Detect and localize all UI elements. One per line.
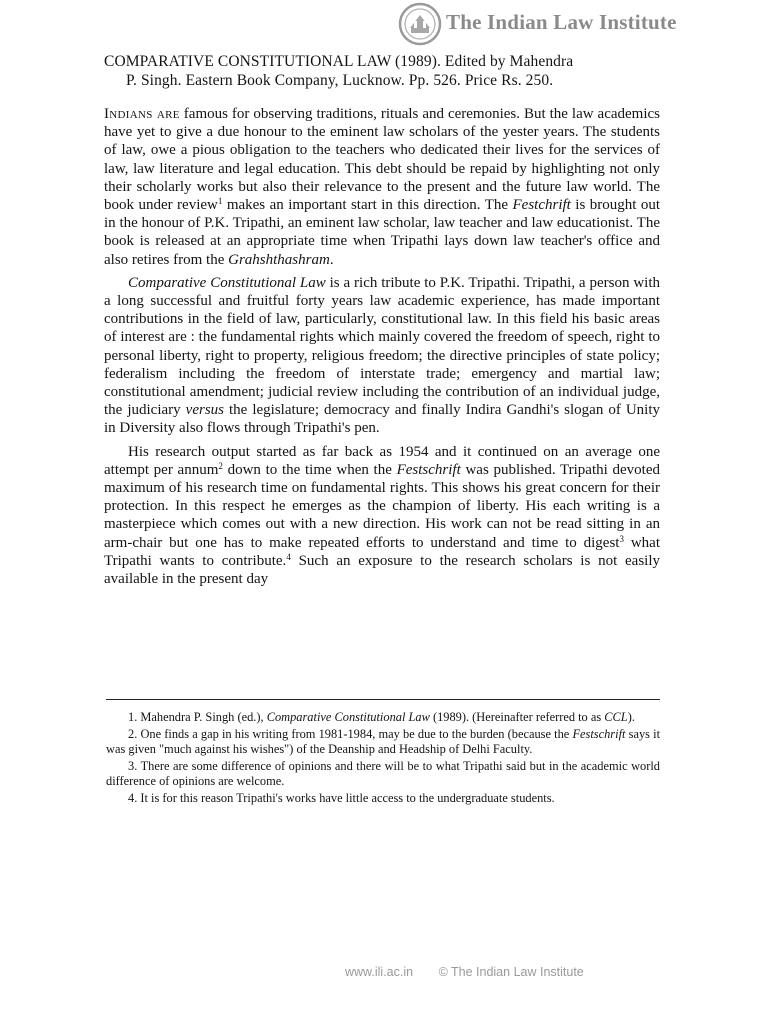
review-body <box>104 105 660 593</box>
footnote-1 <box>106 710 660 726</box>
heading-line-1: COMPARATIVE CONSTITUTIONAL LAW (1989). Edited by Mahendra <box>104 53 574 70</box>
page-footer <box>345 965 665 979</box>
paragraph-3 <box>104 443 660 589</box>
watermark-brand: The Indian Law Institute <box>446 10 677 34</box>
fn1-text-c: ). <box>627 710 635 724</box>
p2-italic-versus: versus <box>185 402 224 419</box>
institute-watermark <box>398 2 677 46</box>
paragraph-2 <box>104 274 660 438</box>
footnote-3: 3. There are some difference of opinions and there will be to what Tripathi said but in the academic world difference of opinions are welcome. <box>106 758 660 789</box>
p3-text-d: what Tripathi wants to contribute. <box>104 534 660 569</box>
p3-italic-festschrift: Festschrift <box>396 461 461 478</box>
footer-copyright: © The Indian Law Institute <box>438 965 584 979</box>
fn1-italic-ccl: CCL <box>604 710 628 724</box>
p2-text-a: is a rich tribute to P.K. Tripathi. Tripathi, a person with a long successful and fruitful forty years law academic experience, has made important contributions in the field of law, particularly, constitutional law. In this field his basic areas of interest are : the fundamental rights which mainly covered the freedom of speech, right to personal liberty, right to property, religious freedom; the directive principles of state policy; federalism including the freedom of interstate trade; emergency and martial law; constitutional amendment; judicial review including the contribution of an individual judge, the judiciary <box>104 274 660 419</box>
p1-text-a: famous for observing traditions, rituals and ceremonies. But the law academics have yet to give a due honour to the eminent law scholars of the yester years. The students of law, owe a pious obligation to the teachers who dedicated their lives for the services of law, law literature and legal education. This debt should be repaid by highlighting not only their scholarly works but also their relevance to the present and the future law world. The book under review <box>104 106 661 214</box>
heading-line-2: P. Singh. Eastern Book Company, Lucknow. Pp. 526. Price Rs. 250. <box>126 72 554 89</box>
fn2-text-b: says it was given "much against his wishes") of the Deanship and Headship of Delhi Faculty. <box>106 726 661 757</box>
fn1-italic-title: Comparative Constitutional Law <box>266 710 430 724</box>
fn2-text-a: 2. One finds a gap in his writing from 1981-1984, may be due to the burden (because the <box>128 726 573 741</box>
paragraph-1 <box>104 105 660 269</box>
footnote-ref-4: 4 <box>286 551 291 562</box>
footnotes <box>106 710 660 808</box>
fn1-text-b: (1989). (Hereinafter referred to as <box>429 710 605 724</box>
footnote-4: 4. It is for this reason Tripathi's works have little access to the undergraduate students. <box>128 790 555 805</box>
institute-seal-icon <box>398 2 442 46</box>
lead-words: Indians are <box>104 106 180 122</box>
fn1-text-a: 1. Mahendra P. Singh (ed.), <box>128 710 267 724</box>
p1-text-d: . <box>329 251 334 268</box>
p1-text-b: makes an important start in this direction. The <box>222 197 513 214</box>
fn2-italic-festschrift: Festschrift <box>572 726 626 741</box>
footer-url[interactable]: www.ili.ac.in <box>345 965 414 979</box>
p1-italic-grahshthashram: Grahshthashram <box>228 251 330 268</box>
footnote-ref-3: 3 <box>619 533 624 544</box>
footnote-ref-1: 1 <box>217 196 223 207</box>
p1-text-c: is brought out in the honour of P.K. Tripathi, an eminent law scholar, law teacher and law educationist. The book is released at an appropriate time when Tripathi lays down law teacher's office and also retires from the <box>104 197 661 268</box>
p2-italic-title: Comparative Constitutional Law <box>128 274 326 291</box>
p3-text-c: was published. Tripathi devoted maximum of his research time on fundamental rights. This shows his great concern for their protection. In this respect he emerges as the champion of liberty. His each writing is a masterpiece which comes out with a new direction. His work can not be read sitting in an arm-chair but one has to make repeated efforts to understand and time to digest <box>104 461 660 551</box>
p1-italic-festchrift: Festchrift <box>512 197 571 214</box>
p2-text-b: the legislature; democracy and finally Indira Gandhi's slogan of Unity in Diversity also flows through Tripathi's pen. <box>104 402 661 437</box>
p3-text-b: down to the time when the <box>222 461 397 478</box>
footnote-ref-2: 2 <box>218 460 223 471</box>
p3-text-a: His research output started as far back as 1954 and it continued on an average one attempt per annum <box>104 443 660 478</box>
review-heading <box>104 52 674 90</box>
footnote-2 <box>106 727 660 758</box>
footnote-divider <box>106 699 660 700</box>
p3-text-e: Such an exposure to the research scholars is not easily available in the present day <box>104 552 660 588</box>
